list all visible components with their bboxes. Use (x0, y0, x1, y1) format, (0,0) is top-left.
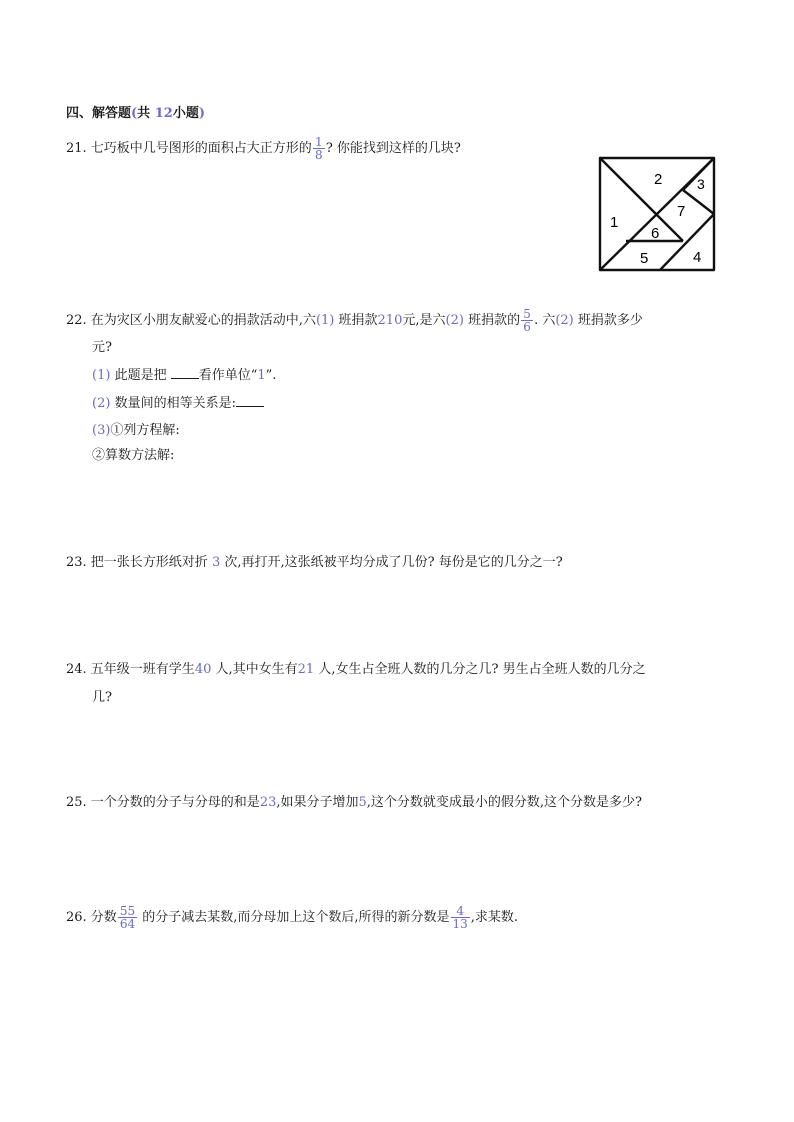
piece-label-2: 2 (654, 171, 663, 188)
q26-frac2-num: 4 (456, 904, 464, 918)
q22-amount: 210 (377, 313, 403, 328)
piece-label-3: 3 (697, 176, 705, 192)
q22-class1: (1) (315, 313, 335, 328)
section-word: 共 (137, 106, 151, 121)
answer-blank-2[interactable] (236, 394, 264, 407)
q22-sub2-num: (2) (92, 396, 111, 411)
q22-sub3-text: ①列方程解: (110, 423, 180, 438)
paren-close: ) (198, 106, 205, 121)
section-heading (66, 104, 205, 124)
q22-sub1-text2: 看作单位“ (198, 368, 258, 383)
section-word2: 小题 (172, 106, 199, 121)
answer-blank-1[interactable] (171, 366, 199, 379)
question-24 (66, 660, 646, 680)
q25-text1: 25. 一个分数的分子与分母的和是 (66, 795, 260, 810)
q26-frac1-num: 55 (119, 904, 136, 918)
question-22 (66, 308, 643, 333)
q25-text2: ,如果分子增加 (276, 795, 359, 810)
question-21 (66, 136, 461, 161)
q22-sub1-one: 1 (257, 368, 266, 383)
q22-frac-den: 6 (523, 320, 531, 334)
q21-frac-num: 1 (314, 135, 323, 149)
q22-frac-num: 5 (523, 307, 531, 321)
q24-text2: 人,其中女生有 (215, 662, 298, 677)
q24-number2: 21 (297, 662, 315, 677)
q22-sub1-text: 此题是把 (114, 368, 167, 383)
q25-text3: ,这个分数就变成最小的假分数,这个分数是多少? (366, 795, 643, 810)
q22-line2: 元? (92, 340, 112, 355)
piece-label-7: 7 (677, 203, 686, 220)
q21-frac-den: 8 (314, 148, 323, 162)
question-26 (66, 905, 518, 930)
q22-fraction (522, 308, 532, 333)
q22-sub4: ②算数方法解: (92, 448, 175, 463)
q25-number1: 23 (259, 795, 277, 810)
q24-number1: 40 (194, 662, 212, 677)
q26-text3: ,求某数. (470, 910, 519, 925)
question-25 (66, 793, 642, 813)
q25-number2: 5 (358, 795, 367, 810)
q21-fraction (314, 136, 324, 161)
piece-label-1: 1 (610, 214, 619, 231)
piece-label-5: 5 (640, 250, 649, 267)
question-count: 12 (154, 106, 173, 121)
q22-class2: (2) (445, 313, 464, 328)
q24-text1: 24. 五年级一班有学生 (66, 662, 195, 677)
piece-label-6: 6 (651, 225, 660, 242)
q22-text6: 班捐款多少 (577, 313, 643, 328)
q22-sub2-text: 数量间的相等关系是: (114, 396, 236, 411)
q22-class3: (2) (555, 313, 574, 328)
q22-text3: 元,是六 (402, 313, 446, 328)
q24-line2: 几? (92, 690, 112, 705)
question-23 (66, 553, 563, 573)
q26-frac2-den: 13 (452, 917, 468, 931)
q23-text2: 次,再打开,这张纸被平均分成了几份? 每份是它的几分之一? (224, 555, 563, 570)
q26-text2: 的分子减去某数,而分母加上这个数后,所得的新分数是 (142, 910, 450, 925)
q22-sub1-num: (1) (92, 368, 111, 383)
q26-fraction1 (119, 905, 136, 930)
paren-open: ( (131, 106, 138, 121)
tangram-diagram (598, 156, 716, 272)
q26-fraction2 (452, 905, 469, 930)
q23-text1: 23. 把一张长方形纸对折 (66, 555, 208, 570)
q26-text1: 26. 分数 (66, 910, 117, 925)
q22-text2: 班捐款 (338, 313, 378, 328)
q22-text4: 班捐款的 (468, 313, 521, 328)
piece-label-4: 4 (693, 249, 702, 266)
q22-sub2 (92, 394, 264, 414)
section-title: 四、解答题 (66, 106, 132, 121)
q22-sub3 (92, 421, 180, 441)
q22-text1: 22. 在为灾区小朋友献爱心的捐款活动中,六 (66, 313, 316, 328)
q22-sub1 (92, 366, 276, 386)
q22-sub1-end: ”. (265, 368, 277, 383)
q21-text: 21. 七巧板中几号图形的面积占大正方形的 (66, 141, 312, 156)
q26-frac1-den: 64 (119, 917, 136, 931)
q22-text5: . 六 (534, 313, 556, 328)
q21-text2: ? 你能找到这样的几块? (325, 141, 461, 156)
q23-number: 3 (211, 555, 221, 570)
q22-sub3-num: (3) (92, 423, 111, 438)
q24-text3: 人,女生占全班人数的几分之几? 男生占全班人数的几分之 (318, 662, 646, 677)
